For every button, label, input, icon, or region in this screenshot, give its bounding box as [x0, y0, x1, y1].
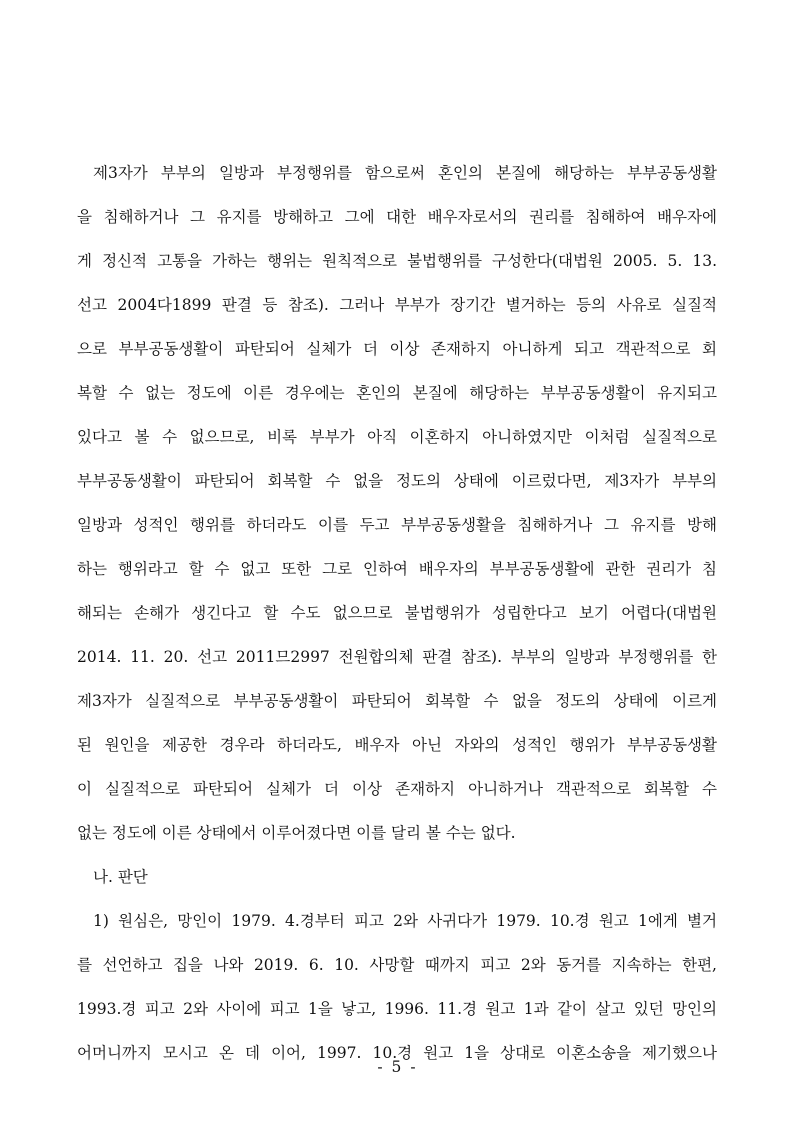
body-text-line: 2014. 11. 20. 선고 2011므2997 전원합의체 판결 참조). 부부의 일방과 부정행위를 한 — [77, 648, 717, 666]
body-text-line: 복할 수 없는 정도에 이른 경우에는 혼인의 본질에 해당하는 부부공동생활이 유지되고 — [77, 384, 717, 402]
body-text-line: 1993.경 피고 2와 사이에 피고 1을 낳고, 1996. 11.경 원고 1과 같이 살고 있던 망인의 — [77, 1000, 717, 1018]
body-text-line: 으로 부부공동생활이 파탄되어 실체가 더 이상 존재하지 아니하게 되고 객관적으로 회 — [77, 340, 717, 358]
body-text-line: 제3자가 부부의 일방과 부정행위를 함으로써 혼인의 본질에 해당하는 부부공동생활 — [93, 164, 717, 182]
body-text-line: 있다고 볼 수 없으므로, 비록 부부가 아직 이혼하지 아니하였지만 이처럼 실질적으로 — [77, 428, 717, 446]
body-text-line: 해되는 손해가 생긴다고 할 수도 없으므로 불법행위가 성립한다고 보기 어렵다(대법원 — [77, 604, 717, 622]
body-text-line: 게 정신적 고통을 가하는 행위는 원칙적으로 불법행위를 구성한다(대법원 2005. 5. 13. — [77, 252, 717, 270]
body-text-line: 부부공동생활이 파탄되어 회복할 수 없을 정도의 상태에 이르렀다면, 제3자가 부부의 — [77, 472, 717, 490]
body-text-line: 일방과 성적인 행위를 하더라도 이를 두고 부부공동생활을 침해하거나 그 유지를 방해 — [77, 516, 717, 534]
body-text-line: 어머니까지 모시고 온 데 이어, 1997. 10.경 원고 1을 상대로 이혼소송을 제기했으나 — [77, 1044, 717, 1062]
page-number: - 5 - — [377, 1058, 416, 1076]
body-text-line: 를 선언하고 집을 나와 2019. 6. 10. 사망할 때까지 피고 2와 동거를 지속하는 한편, — [77, 956, 717, 974]
body-text-line: 선고 2004다1899 판결 등 참조). 그러나 부부가 장기간 별거하는 등의 사유로 실질적 — [77, 296, 717, 314]
body-text-line: 1) 원심은, 망인이 1979. 4.경부터 피고 2와 사귀다가 1979. 10.경 원고 1에게 별거 — [93, 912, 717, 930]
body-text-line: 된 원인을 제공한 경우라 하더라도, 배우자 아닌 자와의 성적인 행위가 부부공동생활 — [77, 736, 717, 754]
body-text-line: 이 실질적으로 파탄되어 실체가 더 이상 존재하지 아니하거나 객관적으로 회복할 수 — [77, 780, 717, 798]
section-heading: 나. 판단 — [93, 868, 148, 886]
body-text-line: 제3자가 실질적으로 부부공동생활이 파탄되어 회복할 수 없을 정도의 상태에 이르게 — [77, 692, 717, 710]
body-text-line: 없는 정도에 이른 상태에서 이루어졌다면 이를 달리 볼 수는 없다. — [77, 824, 516, 842]
body-text-line: 하는 행위라고 할 수 없고 또한 그로 인하여 배우자의 부부공동생활에 관한 권리가 침 — [77, 560, 717, 578]
body-text-line: 을 침해하거나 그 유지를 방해하고 그에 대한 배우자로서의 권리를 침해하여 배우자에 — [77, 208, 717, 226]
